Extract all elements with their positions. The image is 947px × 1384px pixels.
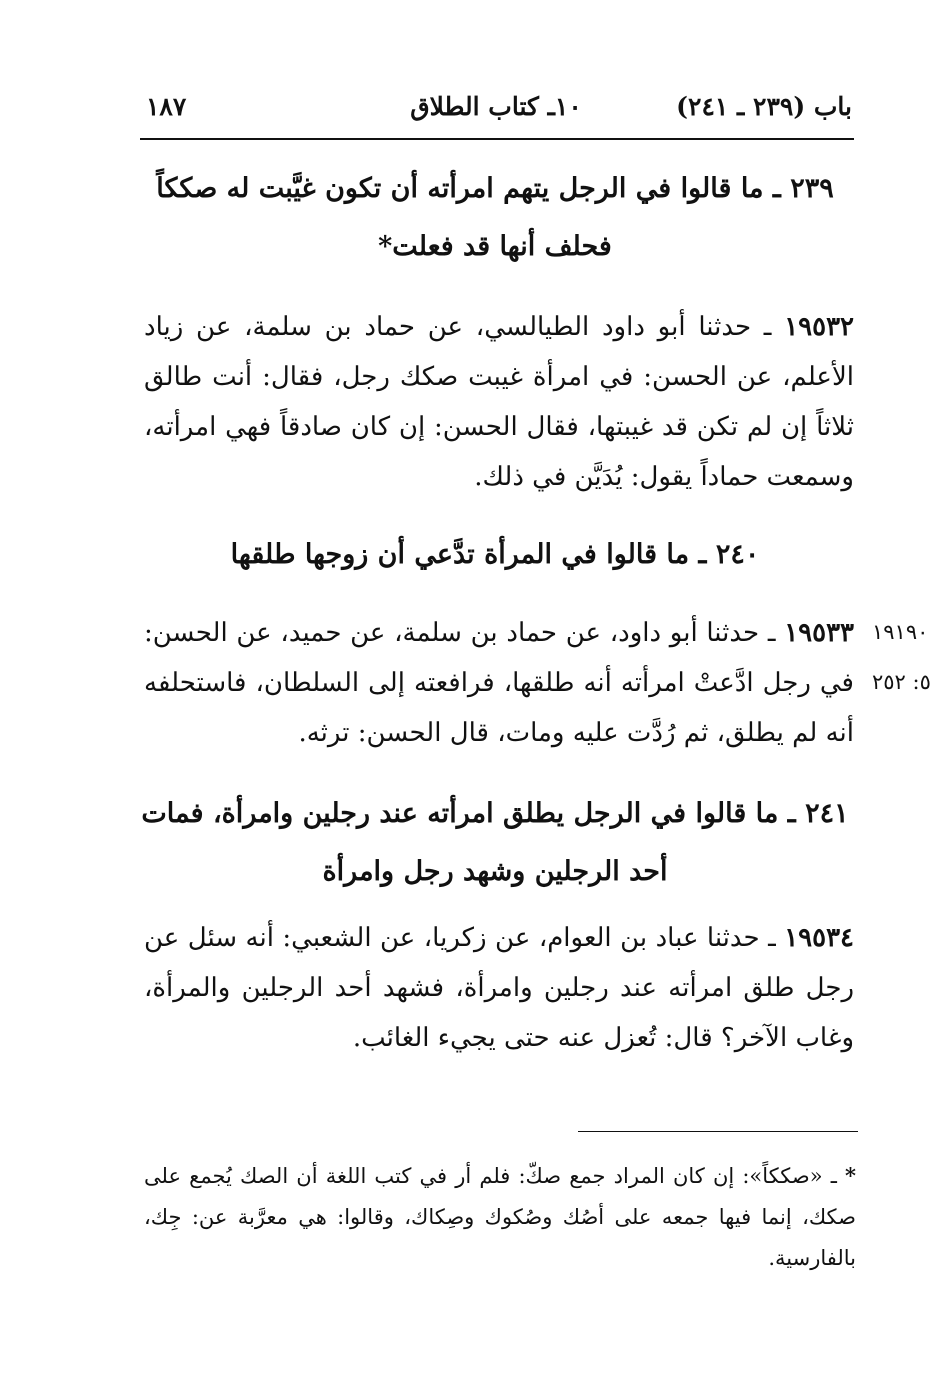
book-title: ١٠ـ كتاب الطلاق [410, 92, 582, 121]
entry-number: ١٩٥٣٣ [784, 618, 855, 648]
footnote [144, 1155, 856, 1279]
section-heading-239: ٢٣٩ ـ ما قالوا في الرجل يتهم امرأته أن تكون غيَّبت له صككاً فحلف أنها قد فعلت* [156, 173, 834, 262]
entry-text: ـ حدثنا أبو داود الطيالسي، عن حماد بن سلمة، عن زياد الأعلم، عن الحسن: في امرأة غيبت صكك رجل، فقال: أنت طالق ثلاثاً إن لم تكن قد غيبتها، فقال الحسن: إن كان صادقاً فهي امرأته، وسمعت حماداً يقول: يُدَيَّن في ذلك. [144, 312, 854, 492]
entry-text: ـ حدثنا أبو داود، عن حماد بن سلمة، عن حميد، عن الحسن: في رجل ادَّعتْ امرأته أنه طلقها، فرافعته إلى السلطان، فاستحلفه أنه لم يطلق، ثم رُدَّت عليه ومات، قال الحسن: ترثه. [144, 618, 854, 748]
entry-number: ١٩٥٣٤ [784, 923, 855, 953]
entry-19534 [144, 913, 854, 1063]
header-rule [140, 138, 854, 140]
page-number: ١٨٧ [146, 92, 187, 121]
chapter-range: باب (٢٣٩ ـ ٢٤١) [676, 92, 852, 121]
section-heading-240: ٢٤٠ ـ ما قالوا في المرأة تدَّعي أن زوجها طلقها [230, 539, 760, 570]
entry-text: ـ حدثنا عباد بن العوام، عن زكريا، عن الشعبي: أنه سئل عن رجل طلق امرأته عند رجلين وامرأة، فشهد أحد الرجلين والمرأة، وغاب الآخر؟ قال: تُعزل عنه حتى يجيء الغائب. [144, 923, 854, 1053]
margin-reference: ١٩١٩٠ [872, 620, 929, 644]
footnote-marker: * [845, 1163, 856, 1188]
footnote-text: ـ «صككاً»: إن كان المراد جمع صكّ: فلم أر في كتب اللغة أن الصك يُجمع على صكك، إنما فيها جمعه على أصُك وصُكوك وصِكاك، وقالوا: هي معرَّبة عن: جِك، بالفارسية. [144, 1164, 856, 1270]
footnote-rule [578, 1131, 858, 1132]
margin-reference: ٥: ٢٥٢ [872, 670, 931, 694]
entry-19533 [144, 608, 854, 758]
entry-19532 [144, 302, 854, 502]
section-heading-241: ٢٤١ ـ ما قالوا في الرجل يطلق امرأته عند رجلين وامرأة، فمات أحد الرجلين وشهد رجل وامرأة [141, 798, 849, 887]
entry-number: ١٩٥٣٢ [784, 312, 855, 342]
running-header [140, 92, 852, 132]
